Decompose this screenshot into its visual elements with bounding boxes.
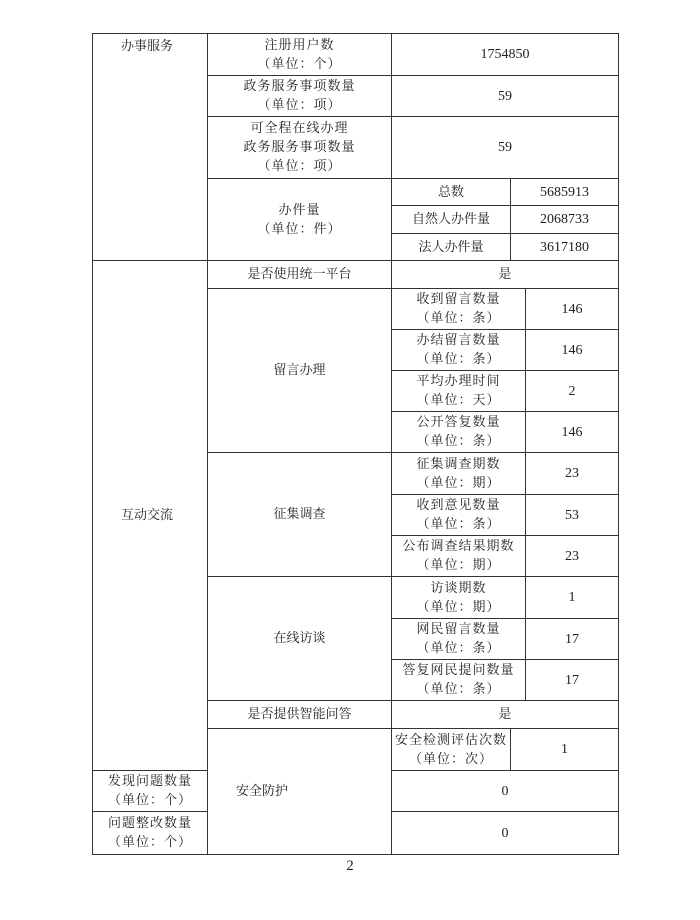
unit-text: （单位：条） xyxy=(416,641,501,656)
label-unified-platform: 是否使用统一平台 xyxy=(208,261,392,289)
value-netizen-messages: 17 xyxy=(526,619,619,660)
value-registered-users: 1754850 xyxy=(392,34,619,76)
unit-text: （单位：个） xyxy=(107,835,192,850)
label-messages: 留言办理 xyxy=(208,289,392,453)
label-survey-opinions xyxy=(392,495,526,536)
label-issues-found xyxy=(93,771,208,812)
label-text: 公开答复数量 xyxy=(416,415,501,430)
label-text: 收到留言数量 xyxy=(416,292,501,307)
label-text: 办结留言数量 xyxy=(416,333,501,348)
unit-text: （单位：个） xyxy=(257,56,342,72)
label-interview-periods xyxy=(392,577,526,619)
value-smart-qa: 是 xyxy=(392,701,619,729)
unit-text: （单位：期） xyxy=(416,475,501,491)
value-interview-answers: 17 xyxy=(526,660,619,701)
label-text: 平均办理时间 xyxy=(416,374,501,389)
unit-text: （单位：期） xyxy=(416,558,501,573)
label-text: 政务服务事项数量 xyxy=(243,140,356,155)
label-text: 问题整改数量 xyxy=(107,816,192,831)
label-interview-answers xyxy=(392,660,526,701)
value-cases-natural: 2068733 xyxy=(511,206,619,234)
label-text: 征集调查期数 xyxy=(416,456,501,472)
value-survey-opinions: 53 xyxy=(526,495,619,536)
value-survey-results: 23 xyxy=(526,536,619,577)
label-online-items xyxy=(208,117,392,179)
unit-text: （单位：条） xyxy=(416,311,501,326)
unit-text: （单位：件） xyxy=(257,221,342,237)
value-interview-periods: 1 xyxy=(526,577,619,619)
value-avg-time: 2 xyxy=(526,371,619,412)
label-text: 政务服务事项数量 xyxy=(243,79,356,94)
value-security-checks: 1 xyxy=(511,729,619,771)
label-issues-fixed xyxy=(93,812,208,855)
unit-text: （单位：项） xyxy=(257,159,342,174)
label-cases-legal: 法人办件量 xyxy=(392,234,511,261)
label-text: 发现问题数量 xyxy=(107,774,192,789)
label-service-items xyxy=(208,76,392,117)
value-online-items: 59 xyxy=(392,117,619,179)
label-text: 注册用户数 xyxy=(264,37,335,53)
value-cases-total: 5685913 xyxy=(511,179,619,206)
label-messages-received xyxy=(392,289,526,330)
value-cases-legal: 3617180 xyxy=(511,234,619,261)
label-text: 访谈期数 xyxy=(430,580,487,596)
unit-text: （单位：条） xyxy=(416,434,501,449)
label-survey-results xyxy=(392,536,526,577)
label-cases-natural: 自然人办件量 xyxy=(392,206,511,234)
label-public-replies xyxy=(392,412,526,453)
label-text: 网民留言数量 xyxy=(416,622,501,637)
unit-text: （单位：条） xyxy=(416,517,501,532)
value-messages-received: 146 xyxy=(526,289,619,330)
unit-text: （单位：条） xyxy=(416,682,501,697)
table-row xyxy=(93,34,619,76)
label-survey-periods xyxy=(392,453,526,495)
label-text: 收到意见数量 xyxy=(416,498,501,513)
label-text: 公布调查结果期数 xyxy=(402,539,515,554)
value-messages-concluded: 146 xyxy=(526,330,619,371)
table-row xyxy=(93,261,619,289)
category-security: 安全防护 xyxy=(208,729,392,855)
value-issues-fixed: 0 xyxy=(392,812,619,855)
label-smart-qa: 是否提供智能问答 xyxy=(208,701,392,729)
value-issues-found: 0 xyxy=(392,771,619,812)
unit-text: （单位：次） xyxy=(408,751,493,767)
category-service: 办事服务 xyxy=(93,34,208,261)
label-text: 答复网民提问数量 xyxy=(402,663,515,678)
category-interaction: 互动交流 xyxy=(93,261,208,771)
label-cases-total: 总数 xyxy=(392,179,511,206)
label-interviews: 在线访谈 xyxy=(208,577,392,701)
label-security-checks xyxy=(392,729,511,771)
unit-text: （单位：天） xyxy=(416,393,501,408)
value-survey-periods: 23 xyxy=(526,453,619,495)
label-surveys: 征集调查 xyxy=(208,453,392,577)
unit-text: （单位：条） xyxy=(416,352,501,367)
unit-text: （单位：项） xyxy=(257,98,342,113)
value-unified-platform: 是 xyxy=(392,261,619,289)
statistics-table-body xyxy=(92,33,619,855)
unit-text: （单位：期） xyxy=(416,599,501,615)
page-number: 2 xyxy=(346,858,354,874)
label-avg-time xyxy=(392,371,526,412)
label-registered-users xyxy=(208,34,392,76)
label-netizen-messages xyxy=(392,619,526,660)
label-text: 可全程在线办理 xyxy=(250,121,349,136)
value-service-items: 59 xyxy=(392,76,619,117)
label-cases xyxy=(208,179,392,261)
value-public-replies: 146 xyxy=(526,412,619,453)
unit-text: （单位：个） xyxy=(107,793,192,808)
label-messages-concluded xyxy=(392,330,526,371)
label-text: 安全检测评估次数 xyxy=(394,732,507,748)
label-text: 办件量 xyxy=(278,202,321,218)
